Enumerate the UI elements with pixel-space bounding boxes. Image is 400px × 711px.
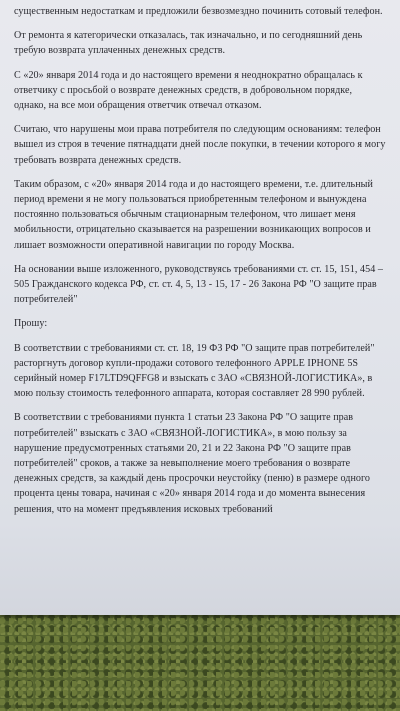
paragraph-legal-basis: На основании выше изложенного, руководствуясь требованиями ст. ст. 15, 151, 454 – 505 Гражданского кодекса РФ, ст. ст. 4, 5, 13 - 15, 17 - 26 Закона РФ "О защите прав потребителей" <box>14 263 383 306</box>
carpet-background <box>0 600 400 711</box>
request-heading: Прошу: <box>14 318 48 330</box>
paragraph-rights-violated: Считаю, что нарушены мои права потребителя по следующим основаниям: телефон вышел из строя в течение пятнадцати дней после покупки, в течении которого я могу требовать возврата денежных средств. <box>14 124 386 166</box>
document-text <box>14 4 386 526</box>
paragraph-consequences: Таким образом, с «20» января 2014 года и до настоящего времени, т.е. длительный период времени я не могу пользоваться приобретенным телефоном и вынуждена постоянно пользоваться обычным стационарным телефоном, что лишает меня мобильности, отрицательно сказывается на разрешении возникающих вопросов и лишает возможности оперативной навигации по городу Москва. <box>14 178 373 251</box>
paragraph-repair-offer: существенным недостаткам и предложили безвозмездно починить сотовый телефон. <box>14 6 383 17</box>
paragraph-appeals: С «20» января 2014 года и до настоящего времени я неоднократно обращалась к ответчику с просьбой о возврате денежных средств, в добровольном порядке, однако, на все мои обращения ответчик отвечал отказом. <box>14 69 363 112</box>
paragraph-request-refund: В соответствии с требованиями ст. ст. 18, 19 ФЗ РФ "О защите прав потребителей" расторгнуть договор купли-продажи сотового телефонного APPLE IPHONE 5S серийный номер F17LTD9QFFG8 и взыскать с ЗАО «СВЯЗНОЙ-ЛОГИСТИКА», в мою пользу стоимость телефонного аппарата, которая составляет 28 990 рублей. <box>14 342 375 400</box>
paragraph-request-penalty: В соответствии с требованиями пункта 1 статьи 23 Закона РФ "О защите прав потребителей" взыскать с ЗАО «СВЯЗНОЙ-ЛОГИСТИКА», в мою пользу за нарушение предусмотренных статьями 20, 21 и 22 Закона РФ "О защите прав потребителей" сроков, а также за невыполнение моего требования о возврате денежных средств, за каждый день просрочки неустойку (пеню) в размере одного процента цены товара, начиная с «20» января 2014 года и до момента вынесения решения, что на момент предъявления исковых требований <box>14 412 371 515</box>
paragraph-refusal: От ремонта я категорически отказалась, так изначально, и по сегодняшний день требую возврата уплаченных денежных средств. <box>14 30 363 57</box>
